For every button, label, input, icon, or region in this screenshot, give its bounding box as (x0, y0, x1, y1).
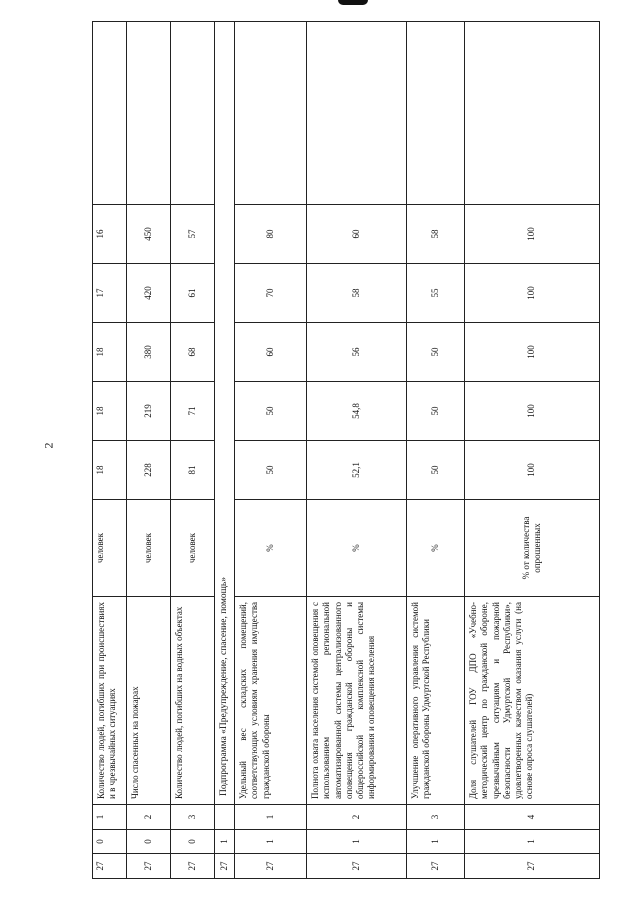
value-cell: 17 (93, 264, 127, 323)
code-cell: 27 (127, 854, 171, 879)
code-cell: 4 (465, 805, 600, 830)
code-cell: 1 (235, 805, 307, 830)
value-cell: 54,8 (307, 382, 407, 441)
empty-cell (93, 22, 127, 205)
empty-cell (171, 22, 215, 205)
code-cell: 2 (127, 805, 171, 830)
unit-cell: человек (93, 500, 127, 597)
value-cell: 81 (171, 441, 215, 500)
page-number: 2 (41, 442, 56, 449)
value-cell: 58 (307, 264, 407, 323)
value-cell: 70 (235, 264, 307, 323)
value-cell: 16 (93, 205, 127, 264)
value-cell: 18 (93, 323, 127, 382)
value-cell: 420 (127, 264, 171, 323)
value-cell: 50 (407, 382, 465, 441)
value-cell: 100 (465, 441, 600, 500)
value-cell: 50 (407, 323, 465, 382)
code-cell: 1 (215, 830, 235, 854)
table-row (307, 22, 407, 879)
empty-cell (407, 22, 465, 205)
code-cell: 27 (171, 854, 215, 879)
code-cell: 27 (465, 854, 600, 879)
empty-cell (127, 22, 171, 205)
value-cell: 61 (171, 264, 215, 323)
indicator-name: Число спасенных на пожарах (127, 597, 171, 805)
value-cell: 450 (127, 205, 171, 264)
value-cell: 68 (171, 323, 215, 382)
table-row (465, 22, 600, 879)
value-cell: 380 (127, 323, 171, 382)
code-cell: 3 (407, 805, 465, 830)
value-cell: 100 (465, 264, 600, 323)
empty-cell (235, 22, 307, 205)
indicator-name: Улучшение оперативного управления системой гражданской обороны Удмуртской Республики (407, 597, 465, 805)
unit-cell: % от количества опрошенных (465, 500, 600, 597)
unit-cell: % (235, 500, 307, 597)
value-cell: 50 (407, 441, 465, 500)
value-cell: 100 (465, 382, 600, 441)
table-row (93, 22, 127, 879)
unit-cell: человек (127, 500, 171, 597)
code-cell: 2 (307, 805, 407, 830)
indicator-name: Полнота охвата населения системой оповещения с использованием региональной автоматизированной системы централизованного оповещения гражданской обороны и общероссийской комплексной системы информирования и оповещения населения (307, 597, 407, 805)
code-cell: 27 (307, 854, 407, 879)
value-cell: 50 (235, 441, 307, 500)
table-row (171, 22, 215, 879)
scan-mark (338, 0, 368, 5)
table-row (127, 22, 171, 879)
code-cell: 3 (171, 805, 215, 830)
value-cell: 60 (307, 205, 407, 264)
subprogram-title: Подпрограмма «Предупреждение, спасение, помощь» (215, 22, 235, 805)
code-cell: 27 (235, 854, 307, 879)
unit-cell: % (307, 500, 407, 597)
value-cell: 57 (171, 205, 215, 264)
table-row (407, 22, 465, 879)
rotated-table-container (92, 22, 599, 879)
value-cell: 52,1 (307, 441, 407, 500)
code-cell: 1 (93, 805, 127, 830)
empty-cell (307, 22, 407, 205)
code-cell (215, 805, 235, 830)
code-cell: 1 (465, 830, 600, 854)
value-cell: 228 (127, 441, 171, 500)
value-cell: 219 (127, 382, 171, 441)
code-cell: 1 (407, 830, 465, 854)
code-cell: 1 (307, 830, 407, 854)
value-cell: 58 (407, 205, 465, 264)
indicator-name: Удельный вес складских помещений, соответствующих условиям хранения имущества гражданской обороны (235, 597, 307, 805)
subprogram-row (215, 22, 235, 879)
code-cell: 27 (215, 854, 235, 879)
indicator-name: Количество людей, погибших на водных объектах (171, 597, 215, 805)
code-cell: 27 (407, 854, 465, 879)
table-row (235, 22, 307, 879)
value-cell: 71 (171, 382, 215, 441)
value-cell: 18 (93, 382, 127, 441)
value-cell: 18 (93, 441, 127, 500)
indicators-table-wrapper (92, 22, 599, 879)
unit-cell: человек (171, 500, 215, 597)
indicator-name: Доля слушателей ГОУ ДПО «Учебно-методический центр по гражданской обороне, чрезвычайным ситуациям и пожарной безопасности Удмуртской Республики», удовлетворенных качеством оказания услуги (на основе опроса слушателей) (465, 597, 600, 805)
code-cell: 0 (127, 830, 171, 854)
unit-cell: % (407, 500, 465, 597)
empty-cell (465, 22, 600, 205)
code-cell: 0 (171, 830, 215, 854)
indicator-name: Количество людей, погибших при происшествиях и в чрезвычайных ситуациях (93, 597, 127, 805)
value-cell: 100 (465, 205, 600, 264)
code-cell: 1 (235, 830, 307, 854)
value-cell: 56 (307, 323, 407, 382)
code-cell: 0 (93, 830, 127, 854)
code-cell: 27 (93, 854, 127, 879)
value-cell: 55 (407, 264, 465, 323)
indicators-table (92, 21, 600, 879)
value-cell: 50 (235, 382, 307, 441)
value-cell: 60 (235, 323, 307, 382)
value-cell: 80 (235, 205, 307, 264)
value-cell: 100 (465, 323, 600, 382)
